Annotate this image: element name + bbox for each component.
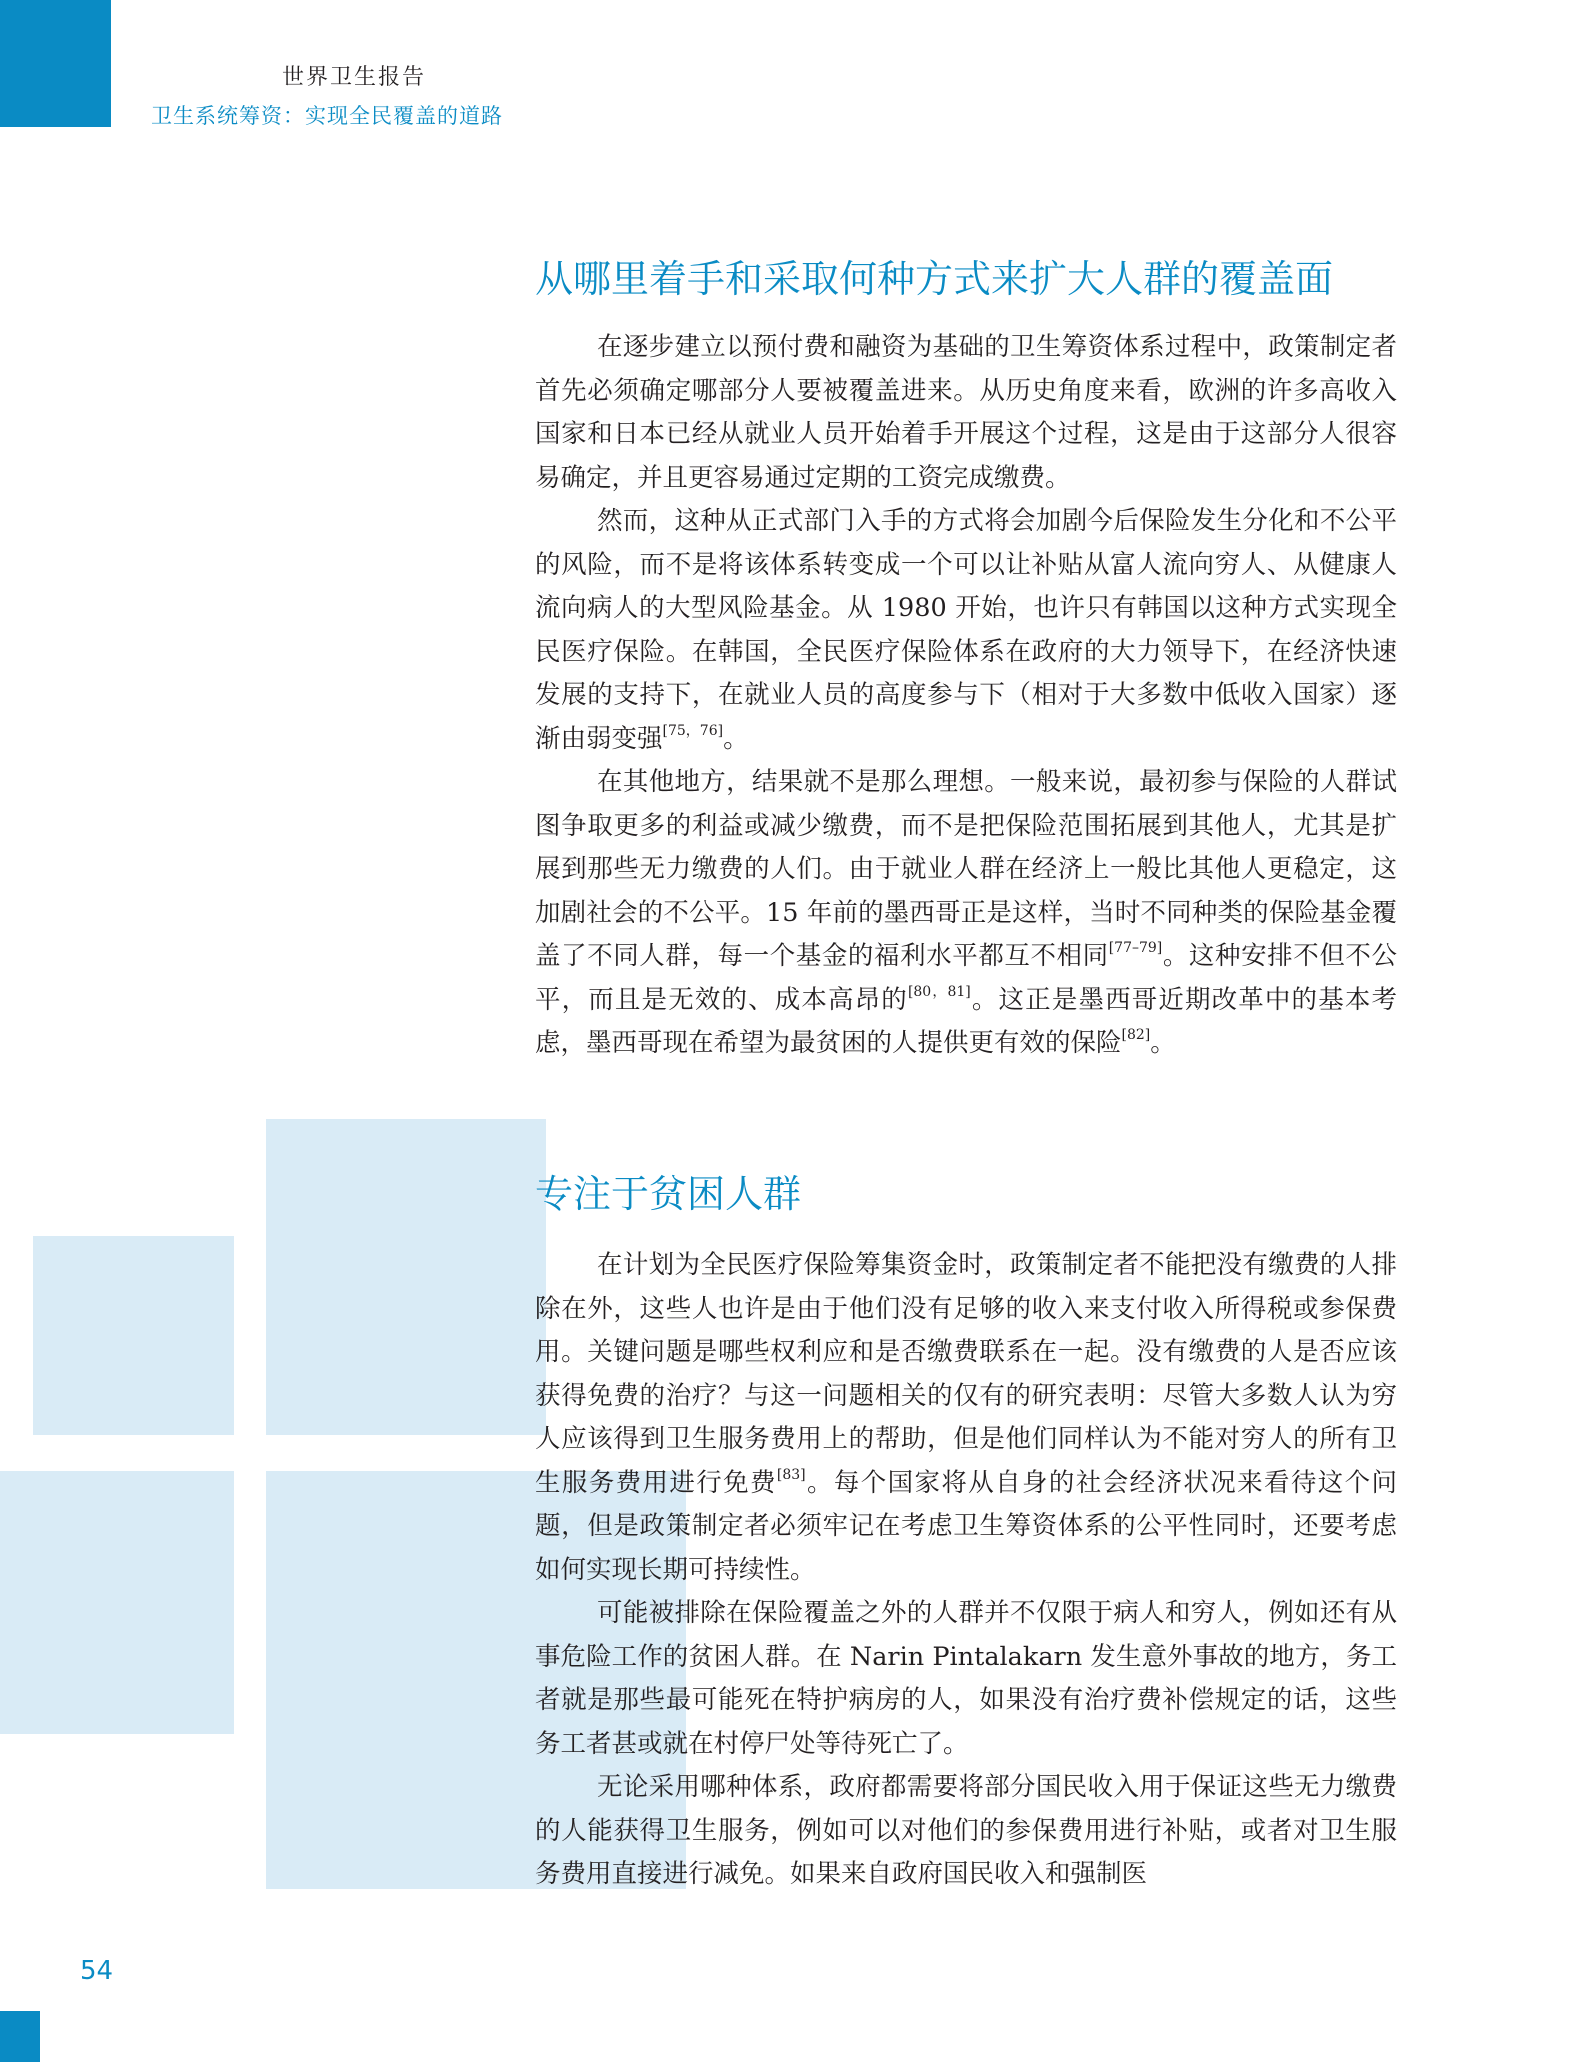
page-number: 54 <box>80 1956 114 1986</box>
body-paragraph <box>535 326 1397 500</box>
citation-ref: [75，76] <box>662 722 724 739</box>
body-paragraph <box>535 1592 1397 1766</box>
decorative-square-2 <box>33 1236 234 1435</box>
section-heading: 专注于贫困人群 <box>535 1172 802 1216</box>
paragraph-text: 。每个国家将从自身的社会经济状况来看待这个问题，但是政策制定者必须牢记在考虑卫生筹资体系的公平性同时，还要考虑如何实现长期可持续性。 <box>535 1467 1397 1585</box>
section-body <box>535 1244 1397 1897</box>
paragraph-text: 在其他地方，结果就不是那么理想。一般来说，最初参与保险的人群试图争取更多的利益或减少缴费，而不是把保险范围拓展到其他人，尤其是扩展到那些无力缴费的人们。由于就业人群在经济上一般比其他人更稳定，这加剧社会的不公平。15 年前的墨西哥正是这样，当时不同种类的保险基金覆盖了不同人群，每一个基金的福利水平都互不相同 <box>535 767 1397 971</box>
body-paragraph <box>535 500 1397 761</box>
paragraph-text: 在逐步建立以预付费和融资为基础的卫生筹资体系过程中，政策制定者首先必须确定哪部分人要被覆盖进来。从历史角度来看，欧洲的许多高收入国家和日本已经从就业人员开始着手开展这个过程，这是由于这部分人很容易确定，并且更容易通过定期的工资完成缴费。 <box>535 332 1397 493</box>
paragraph-text: 。这正是墨西哥近期改革中的基本考虑，墨西哥现在希望为最贫困的人提供更有效的保险 <box>535 984 1397 1058</box>
paragraph-text: 。 <box>723 723 749 754</box>
body-paragraph <box>535 1244 1397 1592</box>
citation-ref: [83] <box>776 1466 806 1483</box>
paragraph-text: 。 <box>1150 1028 1176 1058</box>
section-heading: 从哪里着手和采取何种方式来扩大人群的覆盖面 <box>535 257 1334 301</box>
citation-ref: [77–79] <box>1108 940 1163 956</box>
paragraph-text: 然而，这种从正式部门入手的方式将会加剧今后保险发生分化和不公平的风险，而不是将该体系转变成一个可以让补贴从富人流向穷人、从健康人流向病人的大型风险基金。从 1980 开始，也许只有韩国以这种方式实现全民医疗保险。在韩国，全民医疗保险体系在政府的大力领导下，在经济快速发展的支持下，在就业人员的高度参与下（相对于大多数中低收入国家）逐渐由弱变强 <box>535 506 1397 754</box>
paragraph-text: 。这种安排不但不公平，而且是无效的、成本高昂的 <box>535 941 1397 1015</box>
bottom-color-block <box>0 2011 40 2062</box>
body-paragraph <box>535 761 1397 1066</box>
citation-ref: [80，81] <box>907 983 971 1000</box>
paragraph-text: 无论采用哪种体系，政府都需要将部分国民收入用于保证这些无力缴费的人能获得卫生服务，例如可以对他们的参保费用进行补贴，或者对卫生服务费用直接进行减免。如果来自政府国民收入和强制医 <box>535 1772 1397 1889</box>
body-paragraph <box>535 1766 1397 1897</box>
paragraph-text: 在计划为全民医疗保险筹集资金时，政策制定者不能把没有缴费的人排除在外，这些人也许是由于他们没有足够的收入来支付收入所得税或参保费用。关键问题是哪些权利应和是否缴费联系在一起。没有缴费的人是否应该获得免费的治疗？与这一问题相关的仅有的研究表明：尽管大多数人认为穷人应该得到卫生服务费用上的帮助，但是他们同样认为不能对穷人的所有卫生服务费用进行免费 <box>535 1250 1397 1498</box>
citation-ref: [82] <box>1121 1027 1151 1043</box>
decorative-square-4 <box>0 1471 234 1734</box>
running-header-title: 世界卫生报告 <box>282 65 427 90</box>
decorative-square-1 <box>266 1119 546 1435</box>
corner-color-block <box>0 0 111 127</box>
paragraph-text: 可能被排除在保险覆盖之外的人群并不仅限于病人和穷人，例如还有从事危险工作的贫困人群。在 Narin Pintalakarn 发生意外事故的地方，务工者就是那些最可能死在特护病房的人，如果没有治疗费补偿规定的话，这些务工者甚或就在村停尸处等待死亡了。 <box>535 1598 1397 1759</box>
section-body <box>535 326 1397 1066</box>
running-header-subtitle: 卫生系统筹资：实现全民覆盖的道路 <box>151 104 503 128</box>
